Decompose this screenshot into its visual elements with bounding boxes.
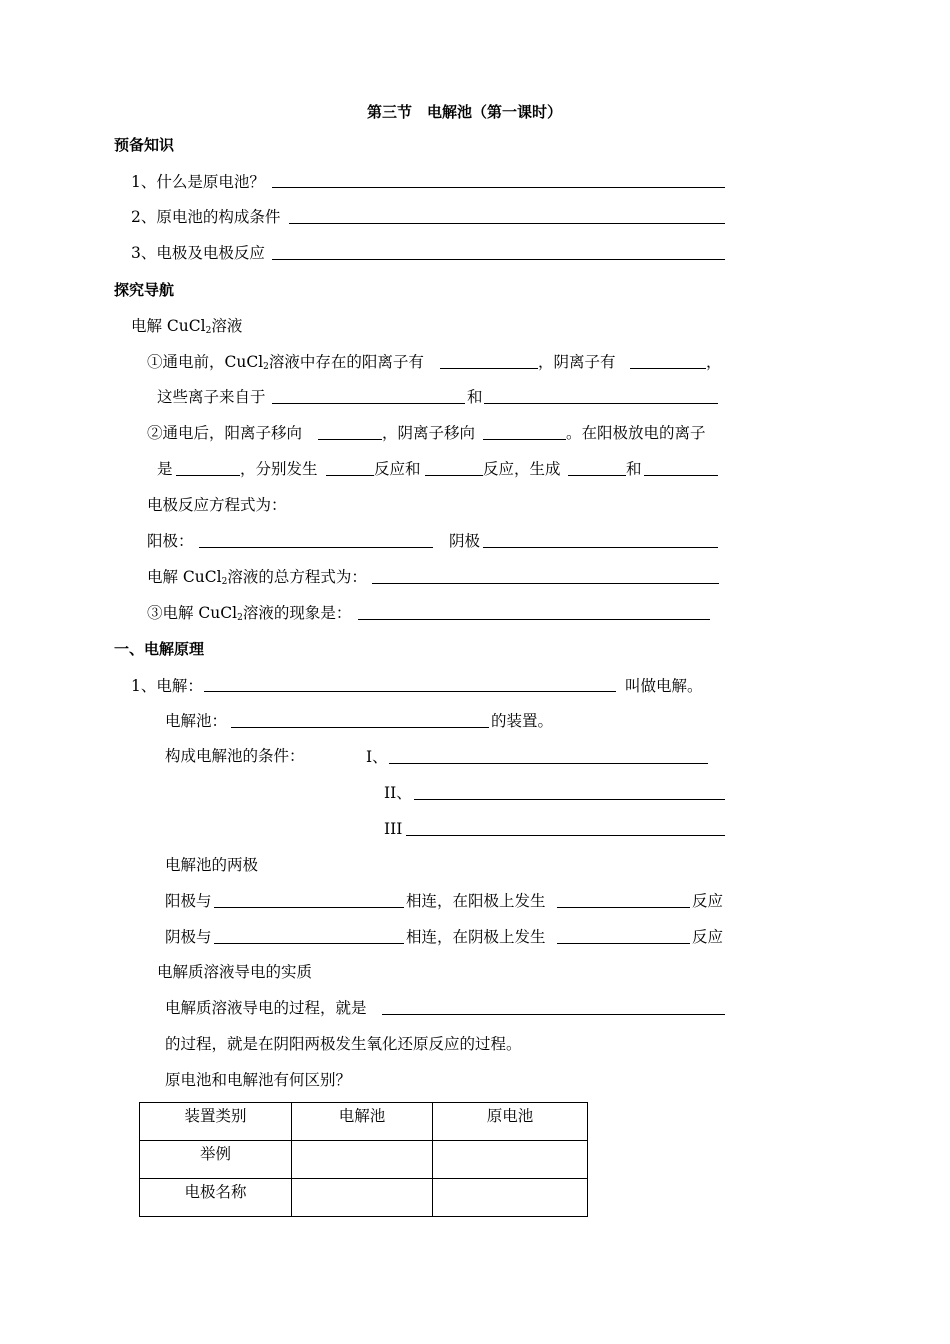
answer-line[interactable]	[484, 403, 718, 404]
table-header-cell: 装置类别	[140, 1103, 292, 1141]
principle-p3: 构成电解池的条件：	[165, 747, 305, 765]
explore-line-7	[147, 567, 367, 587]
answer-line[interactable]	[414, 799, 725, 800]
text: 溶液的现象是：	[242, 604, 352, 622]
answer-line[interactable]	[568, 475, 626, 476]
subscript: 2	[237, 613, 243, 623]
explore-subheading	[131, 316, 242, 336]
answer-line[interactable]	[406, 835, 725, 836]
principle-p1b: 叫做电解。	[625, 677, 703, 695]
principle-p6a: 阴极与	[165, 928, 212, 946]
subscript: 2	[263, 362, 269, 372]
answer-line[interactable]	[440, 368, 538, 369]
answer-line[interactable]	[483, 547, 718, 548]
answer-line[interactable]	[382, 1014, 725, 1015]
subscript: 2	[205, 326, 212, 336]
explore-line-4b: ，分别发生	[240, 460, 318, 478]
explore-line-3c: 。在阳极放电的离子	[566, 424, 706, 442]
answer-line[interactable]	[204, 691, 616, 692]
answer-line[interactable]	[389, 763, 708, 764]
table-header-row	[140, 1103, 588, 1141]
page-title: 第三节 电解池（第一课时）	[367, 103, 563, 121]
principle-p2a: 电解池：	[165, 712, 228, 730]
principle-p5b: 相连，在阳极上发生	[406, 892, 546, 910]
explore-line-3a: ②通电后，阳离子移向	[147, 424, 303, 442]
prep-q1: 1、什么是原电池？	[131, 173, 265, 191]
principle-p9: 的过程，就是在阴阳两极发生氧化还原反应的过程。	[165, 1035, 522, 1053]
text: ①通电前，CuCl	[147, 353, 264, 371]
answer-line[interactable]	[644, 475, 718, 476]
answer-line[interactable]	[483, 439, 566, 440]
table-cell[interactable]	[292, 1141, 433, 1179]
table-header-cell: 原电池	[433, 1103, 588, 1141]
principle-p7: 电解质溶液导电的实质	[157, 963, 313, 981]
principle-p8: 电解质溶液导电的过程，就是	[165, 999, 367, 1017]
table-row-label: 电极名称	[140, 1179, 292, 1217]
answer-line[interactable]	[272, 403, 465, 404]
answer-line[interactable]	[326, 475, 374, 476]
principle-p6b: 相连，在阴极上发生	[406, 928, 546, 946]
table-row	[140, 1179, 588, 1217]
answer-line[interactable]	[176, 475, 240, 476]
subscript: 2	[221, 577, 228, 587]
answer-line[interactable]	[630, 368, 706, 369]
explore-line-6a: 阳极：	[147, 532, 194, 550]
principle-p2b: 的装置。	[491, 712, 554, 730]
section-heading-explore: 探究导航	[114, 281, 175, 299]
answer-line[interactable]	[557, 943, 690, 944]
explore-line-2b: 和	[467, 388, 483, 406]
comparison-table	[139, 1102, 588, 1217]
condition-1-label: I、	[366, 748, 388, 766]
condition-2-label: II、	[384, 784, 412, 802]
table-row	[140, 1141, 588, 1179]
answer-line[interactable]	[425, 475, 483, 476]
table-cell[interactable]	[292, 1179, 433, 1217]
explore-line-3b: ，阴离子移向	[382, 424, 476, 442]
answer-line[interactable]	[231, 727, 489, 728]
answer-line[interactable]	[557, 907, 690, 908]
answer-line[interactable]	[199, 547, 433, 548]
answer-line[interactable]	[272, 259, 725, 260]
text: 电解 CuCl	[131, 317, 206, 335]
answer-line[interactable]	[372, 583, 719, 584]
section-heading-principle: 一、电解原理	[114, 640, 205, 658]
answer-line[interactable]	[289, 223, 725, 224]
answer-line[interactable]	[214, 943, 404, 944]
explore-line-4d: 反应，生成	[483, 460, 561, 478]
text: 溶液	[211, 317, 243, 335]
prep-q2: 2、原电池的构成条件	[131, 208, 281, 226]
explore-line-8	[147, 603, 351, 623]
table-row-label: 举例	[140, 1141, 292, 1179]
answer-line[interactable]	[272, 187, 725, 188]
text: 溶液中存在的阳离子有	[268, 353, 424, 371]
explore-line-6b: 阴极	[449, 532, 481, 550]
answer-line[interactable]	[214, 907, 404, 908]
principle-p5a: 阳极与	[165, 892, 212, 910]
principle-p1a: 1、电解：	[131, 677, 203, 695]
prep-q3: 3、电极及电极反应	[131, 244, 265, 262]
text: ③电解 CuCl	[147, 604, 238, 622]
principle-p5c: 反应	[692, 892, 724, 910]
explore-line-1c: ，	[706, 353, 722, 371]
explore-line-4c: 反应和	[374, 460, 421, 478]
principle-p4: 电解池的两极	[165, 856, 259, 874]
answer-line[interactable]	[358, 619, 710, 620]
section-heading-prep: 预备知识	[114, 136, 175, 154]
explore-line-1b: ，阴离子有	[538, 353, 616, 371]
explore-line-1a	[147, 352, 424, 372]
text: 溶液的总方程式为：	[227, 568, 367, 586]
table-cell[interactable]	[433, 1141, 588, 1179]
answer-line[interactable]	[318, 439, 382, 440]
principle-p6c: 反应	[692, 928, 724, 946]
text: 电解 CuCl	[147, 568, 222, 586]
principle-p10: 原电池和电解池有何区别？	[165, 1071, 352, 1089]
explore-line-4a: 是	[157, 460, 173, 478]
table-cell[interactable]	[433, 1179, 588, 1217]
explore-line-5: 电极反应方程式为：	[147, 496, 287, 514]
explore-line-2a: 这些离子来自于	[157, 388, 266, 406]
explore-line-4e: 和	[626, 460, 642, 478]
table-header-cell: 电解池	[292, 1103, 433, 1141]
condition-3-label: III	[384, 820, 403, 838]
